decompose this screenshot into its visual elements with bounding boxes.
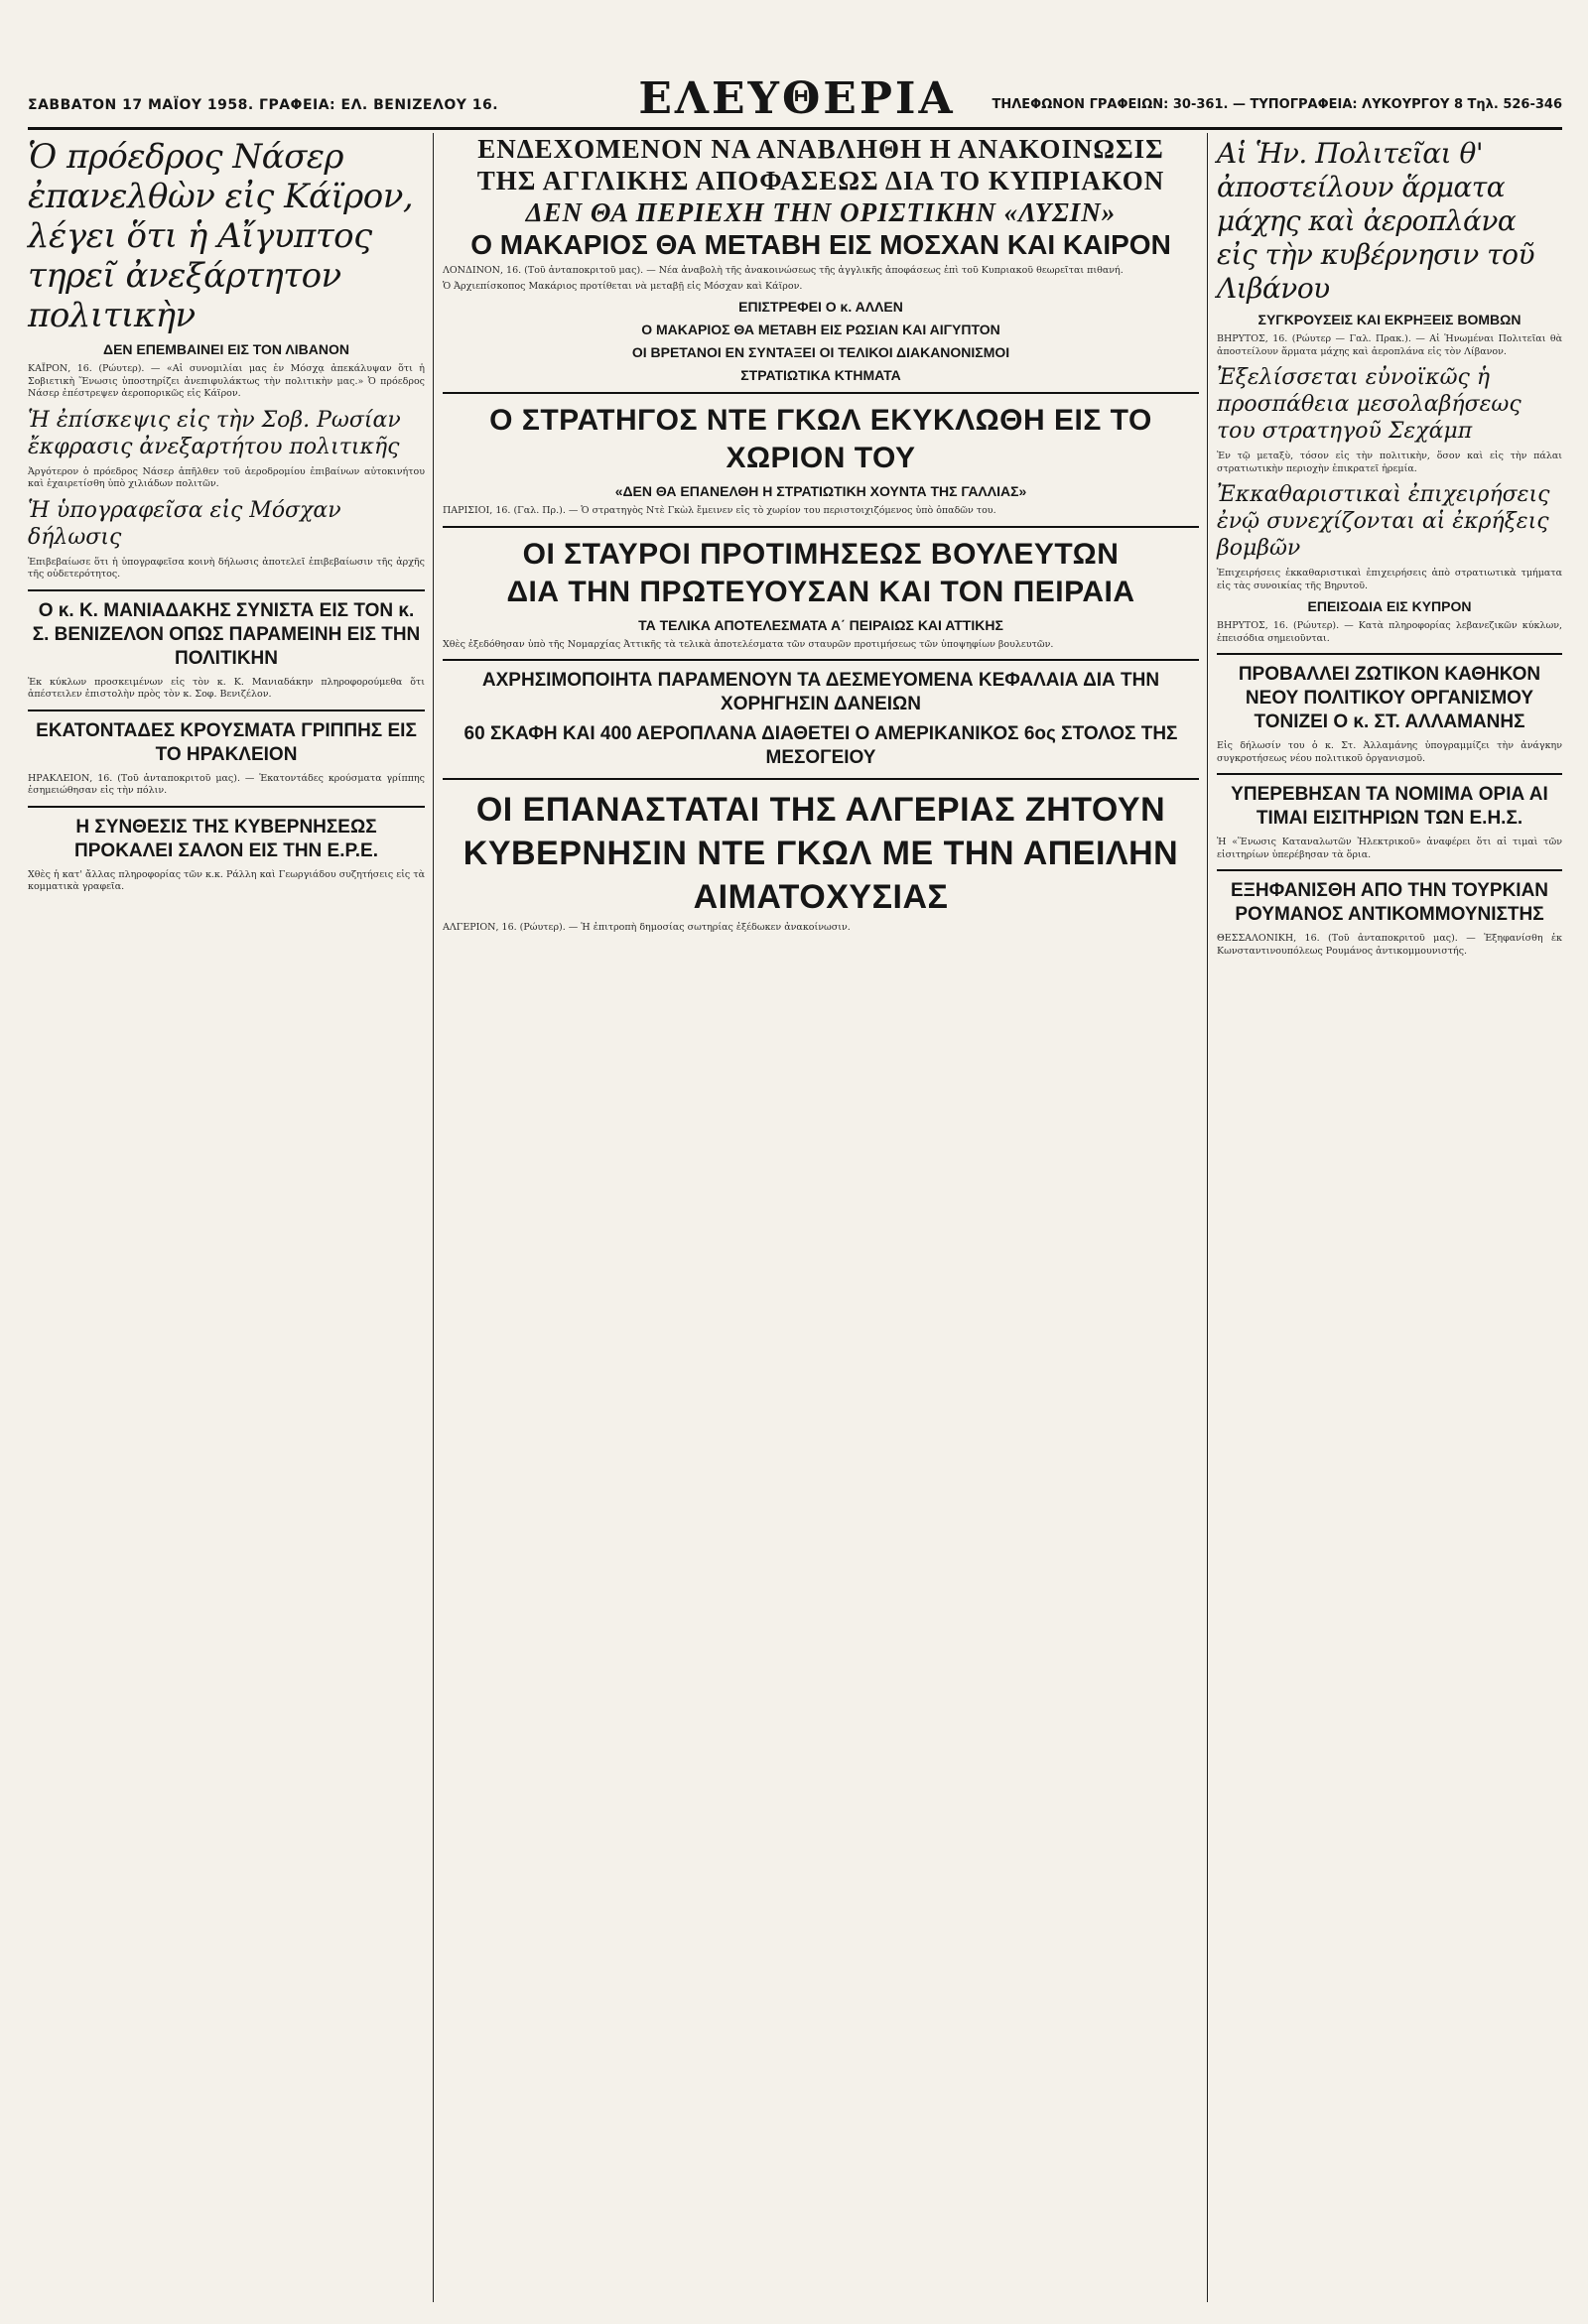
- cyprus-banner-1: ΕΝΔΕΧΟΜΕΝΟΝ ΝΑ ΑΝΑΒΛΗΘΗ Η ΑΝΑΚΟΙΝΩΣΙΣ: [477, 134, 1164, 164]
- chehab-article: Ἐν τῷ μεταξὺ, τόσον εἰς τὴν πολιτικὴν, ὅσον καὶ εἰς τὴν πάλαι στρατιωτικὴν περιοχὴν ἐπικρατεῖ ἡρεμία.: [1217, 451, 1562, 474]
- cyprus-banner-3: ΔΕΝ ΘΑ ΠΕΡΙΕΧΗ ΤΗΝ ΟΡΙΣΤΙΚΗΝ «ΛΥΣΙΝ»: [525, 197, 1117, 227]
- column-center: [443, 133, 1199, 2302]
- fugitives-subhead: ΟΙ ΒΡΕΤΑΝΟΙ ΕΝ ΣΥΝΤΑΞΕΙ ΟΙ ΤΕΛΙΚΟΙ ΔΙΑΚΑΝΟΝΙΣΜΟΙ: [631, 344, 1010, 360]
- visit-headline: Ἡ ἐπίσκεψις εἰς τὴν Σοβ. Ρωσίαν ἔκφρασις ἀνεξαρτήτου πολιτικῆς: [28, 407, 401, 459]
- cyprus-incidents-subhead: ΕΠΕΙΣΟΔΙΑ ΕΙΣ ΚΥΠΡΟΝ: [1307, 598, 1472, 614]
- lebanon-headline: Αἱ Ἡν. Πολιτεῖαι θ' ἀποστείλουν ἅρματα μάχης καὶ ἀεροπλάνα εἰς τὴν κυβέρνησιν τοῦ Λιβάνου: [1217, 137, 1535, 305]
- ehs-headline: ΥΠΕΡΕΒΗΣΑΝ ΤΑ ΝΟΜΙΜΑ ΟΡΙΑ ΑΙ ΤΙΜΑΙ ΕΙΣΙΤΗΡΙΩΝ ΤΩΝ Ε.Η.Σ.: [1231, 784, 1548, 829]
- column-left: [28, 133, 425, 2302]
- cyprus-banner-4: Ο ΜΑΚΑΡΙΟΣ ΘΑ ΜΕΤΑΒΗ ΕΙΣ ΜΟΣΧΑΝ ΚΑΙ ΚΑΙΡΟΝ: [470, 229, 1171, 260]
- allamanis-article: Εἰς δήλωσίν του ὁ κ. Στ. Ἀλλαμάνης ὑπογραμμίζει τὴν ἀνάγκην συγκροτήσεως νέου πολιτικοῦ ὀργανισμοῦ.: [1217, 740, 1562, 764]
- algeria-headline: ΟΙ ΕΠΑΝΑΣΤΑΤΑΙ ΤΗΣ ΑΛΓΕΡΙΑΣ ΖΗΤΟΥΝ ΚΥΒΕΡΝΗΣΙΝ ΝΤΕ ΓΚΩΛ ΜΕ ΤΗΝ ΑΠΕΙΛΗΝ ΑΙΜΑΤΟΧΥΣΙΑΣ: [463, 791, 1179, 916]
- degaulle-headline: Ο ΣΤΡΑΤΗΓΟΣ ΝΤΕ ΓΚΩΛ ΕΚΥΚΛΩΘΗ ΕΙΣ ΤΟ ΧΩΡΙΟΝ ΤΟΥ: [489, 404, 1152, 474]
- makarios-article: Ὁ Ἀρχιεπίσκοπος Μακάριος προτίθεται νὰ μεταβῇ εἰς Μόσχαν καὶ Κάϊρον.: [443, 280, 803, 292]
- grippe-headline: ΕΚΑΤΟΝΤΑΔΕΣ ΚΡΟΥΣΜΑΤΑ ΓΡΙΠΠΗΣ ΕΙΣ ΤΟ ΗΡΑΚΛΕΙΟΝ: [36, 719, 417, 765]
- synthesis-headline: Η ΣΥΝΘΕΣΙΣ ΤΗΣ ΚΥΒΕΡΝΗΣΕΩΣ ΠΡΟΚΑΛΕΙ ΣΑΛΟΝ ΕΙΣ ΤΗΝ Ε.Ρ.Ε.: [74, 816, 378, 861]
- maniadakis-headline: Ο κ. Κ. ΜΑΝΙΑΔΑΚΗΣ ΣΥΝΙΣΤΑ ΕΙΣ ΤΟΝ κ. Σ. ΒΕΝΙΖΕΛΟΝ ΟΠΩΣ ΠΑΡΑΜΕΙΝΗ ΕΙΣ ΤΗΝ ΠΟΛΙΤΙΚΗΝ: [32, 599, 421, 669]
- masthead: [28, 73, 1562, 130]
- fleet-headline: 60 ΣΚΑΦΗ ΚΑΙ 400 ΑΕΡΟΠΛΑΝΑ ΔΙΑΘΕΤΕΙ Ο ΑΜΕΡΙΚΑΝΙΚΟΣ 6ος ΣΤΟΛΟΣ ΤΗΣ ΜΕΣΟΓΕΙΟΥ: [463, 723, 1178, 768]
- allamanis-headline: ΠΡΟΒΑΛΛΕΙ ΖΩΤΙΚΟΝ ΚΑΘΗΚΟΝ ΝΕΟΥ ΠΟΛΙΤΙΚΟΥ ΟΡΓΑΝΙΣΜΟΥ ΤΟΝΙΖΕΙ Ο κ. ΣΤ. ΑΛΛΑΜΑΝΗΣ: [1238, 664, 1541, 732]
- nasser-subhead: ΔΕΝ ΕΠΕΜΒΑΙΝΕΙ ΕΙΣ ΤΟΝ ΛΙΒΑΝΟΝ: [103, 341, 349, 357]
- degaulle-article: ΠΑΡΙΣΙΟΙ, 16. (Γαλ. Πρ.). — Ὁ στρατηγὸς Ντὲ Γκὼλ ἔμεινεν εἰς τὸ χωρίον του περιστοιχιζόμενος ὑπὸ ὁπαδῶν του.: [443, 505, 996, 516]
- kefalaia-headline: ΑΧΡΗΣΙΜΟΠΟΙΗΤΑ ΠΑΡΑΜΕΝΟΥΝ ΤΑ ΔΕΣΜΕΥΟΜΕΝΑ ΚΕΦΑΛΑΙΑ ΔΙΑ ΤΗΝ ΧΟΡΗΓΗΣΙΝ ΔΑΝΕΙΩΝ: [481, 670, 1160, 714]
- lebanon-subhead: ΣΥΓΚΡΟΥΣΕΙΣ ΚΑΙ ΕΚΡΗΞΕΙΣ ΒΟΜΒΩΝ: [1257, 312, 1522, 327]
- cyprus-incidents-article: ΒΗΡΥΤΟΣ, 16. (Ρώυτερ). — Κατὰ πληροφορίας λεβανεζικῶν κύκλων, ἐπεισόδια σημειοῦνται.: [1217, 620, 1562, 644]
- nasser-article: ΚΑΪΡΟΝ, 16. (Ρώυτερ). — «Αἱ συνομιλίαι μας ἐν Μόσχᾳ ἀπεκάλυψαν ὅτι ἡ Σοβιετικὴ Ἕνωσις ὑποστηρίζει ἀνεπιφυλάκτως τὴν πολιτικὴν μας.» Ὁ πρόεδρος Νάσερ ἐπέστρεψεν ἀεροπορικῶς εἰς Κάϊρον.: [28, 363, 425, 399]
- operations-article: Ἐπιχειρήσεις ἐκκαθαριστικαὶ ἐπιχειρήσεις ἀπὸ στρατιωτικὰ τμήματα εἰς τὰς συνοικίας τῆς Βηρυτοῦ.: [1217, 568, 1562, 591]
- stavroi-headline-1: ΟΙ ΣΤΑΥΡΟΙ ΠΡΟΤΙΜΗΣΕΩΣ ΒΟΥΛΕΥΤΩΝ: [522, 537, 1120, 571]
- nasser-headline: Ὁ πρόεδρος Νάσερ ἐπανελθὼν εἰς Κάϊρον, λέγει ὅτι ἡ Αἴγυπτος τηρεῖ ἀνεξάρτητον πολιτικὴν: [28, 137, 414, 335]
- declaration-headline: Ἡ ὑπογραφεῖσα εἰς Μόσχαν δήλωσις: [28, 497, 341, 550]
- allen-subhead: ΕΠΙΣΤΡΕΦΕΙ Ο κ. ΑΛΛΕΝ: [738, 299, 903, 315]
- cyprus-banner-2: ΤΗΣ ΑΓΓΛΙΚΗΣ ΑΠΟΦΑΣΕΩΣ ΔΙΑ ΤΟ ΚΥΠΡΙΑΚΟΝ: [476, 166, 1165, 195]
- column-right: [1217, 133, 1562, 2302]
- stavroi-article: Χθὲς ἐξεδόθησαν ὑπὸ τῆς Νομαρχίας Ἀττικῆς τὰ τελικὰ ἀποτελέσματα τῶν σταυρῶν προτιμήσεως τῶν ὑποψηφίων βουλευτῶν.: [443, 638, 1054, 650]
- stavroi-subhead: ΤΑ ΤΕΛΙΚΑ ΑΠΟΤΕΛΕΣΜΑΤΑ Α΄ ΠΕΙΡΑΙΩΣ ΚΑΙ ΑΤΤΙΚΗΣ: [638, 616, 1003, 633]
- date-line: ΣΑΒΒΑΤΟΝ 17 ΜΑΪΟΥ 1958. ΓΡΑΦΕΙΑ: ΕΛ. ΒΕΝΙΖΕΛΟΥ 16.: [28, 97, 499, 113]
- turkey-headline: ΕΞΗΦΑΝΙΣΘΗ ΑΠΟ ΤΗΝ ΤΟΥΡΚΙΑΝ ΡΟΥΜΑΝΟΣ ΑΝΤΙΚΟΜΜΟΥΝΙΣΤΗΣ: [1230, 880, 1549, 925]
- turkey-article: ΘΕΣΣΑΛΟΝΙΚΗ, 16. (Τοῦ ἀνταποκριτοῦ μας). — Ἐξηφανίσθη ἐκ Κωνσταντινουπόλεως Ρουμάνος ἀντικομμουνιστής.: [1217, 933, 1562, 957]
- stavroi-headline-2: ΔΙΑ ΤΗΝ ΠΡΩΤΕΥΟΥΣΑΝ ΚΑΙ ΤΟΝ ΠΕΙΡΑΙΑ: [506, 575, 1135, 608]
- ktimata-subhead: ΣΤΡΑΤΙΩΤΙΚΑ ΚΤΗΜΑΤΑ: [740, 367, 901, 383]
- grippe-article: ΗΡΑΚΛΕΙΟΝ, 16. (Τοῦ ἀνταποκριτοῦ μας). — Ἑκατοντάδες κρούσματα γρίππης ἐσημειώθησαν εἰς τὴν πόλιν.: [28, 772, 425, 796]
- chehab-headline: Ἐξελίσσεται εὐνοϊκῶς ἡ προσπάθεια μεσολαβήσεως του στρατηγοῦ Σεχάμπ: [1217, 365, 1522, 444]
- degaulle-subhead: «ΔΕΝ ΘΑ ΕΠΑΝΕΛΘΗ Η ΣΤΡΑΤΙΩΤΙΚΗ ΧΟΥΝΤΑ ΤΗΣ ΓΑΛΛΙΑΣ»: [614, 483, 1027, 499]
- algeria-article: ΑΛΓΕΡΙΟΝ, 16. (Ρώυτερ). — Ἡ ἐπιτροπὴ δημοσίας σωτηρίας ἐξέδωκεν ἀνακοίνωσιν.: [443, 922, 851, 933]
- ehs-article: Ἡ «Ἕνωσις Καταναλωτῶν Ἠλεκτρικοῦ» ἀναφέρει ὅτι αἱ τιμαὶ τῶν εἰσιτηρίων ὑπερέβησαν τὰ ὅρια.: [1217, 837, 1562, 860]
- declaration-article: Ἐπιβεβαίωσε ὅτι ἡ ὑπογραφεῖσα κοινὴ δήλωσις ἀποτελεῖ ἐπιβεβαίωσιν τῆς ἀρχῆς τῆς οὐδετερότητος.: [28, 556, 425, 580]
- operations-headline: Ἐκκαθαριστικαὶ ἐπιχειρήσεις ἐνῷ συνεχίζονται αἱ ἐκρήξεις βομβῶν: [1217, 482, 1550, 561]
- synthesis-article: Χθὲς ἡ κατ' ἄλλας πληροφορίας τῶν κ.κ. Ράλλη καὶ Γεωργιάδου συζητήσεις εἰς τὰ κομματικὰ γραφεῖα.: [28, 868, 425, 892]
- makarios-subhead: Ο ΜΑΚΑΡΙΟΣ ΘΑ ΜΕΤΑΒΗ ΕΙΣ ΡΩΣΙΑΝ ΚΑΙ ΑΙΓΥΠΤΟΝ: [641, 322, 1000, 337]
- newspaper-title: ΕΛΕΥΘΕΡΙΑ: [638, 73, 956, 124]
- visit-article: Ἀργότερον ὁ πρόεδρος Νάσερ ἀπῆλθεν τοῦ ἀεροδρομίου ἐπιβαίνων αὐτοκινήτου καὶ ἐχαιρετίσθη ὑπὸ χιλιάδων πολιτῶν.: [28, 465, 425, 489]
- lebanon-article: ΒΗΡΥΤΟΣ, 16. (Ρώυτερ — Γαλ. Πρακ.). — Αἱ Ἡνωμέναι Πολιτεῖαι θὰ ἀποστείλουν ἅρματα μάχης καὶ ἀεροπλάνα εἰς τὸν Λίβανον.: [1217, 333, 1562, 357]
- phone-line: ΤΗΛΕΦΩΝΟΝ ΓΡΑΦΕΙΩΝ: 30-361. — ΤΥΠΟΓΡΑΦΕΙΑ: ΛΥΚΟΥΡΓΟΥ 8 Τηλ. 526-346: [992, 97, 1562, 112]
- maniadakis-article: Ἐκ κύκλων προσκειμένων εἰς τὸν κ. Κ. Μανιαδάκην πληροφορούμεθα ὅτι ἀπέστειλεν ἐπιστολὴν πρὸς τὸν κ. Σοφ. Βενιζέλον.: [28, 676, 425, 700]
- cyprus-article: ΛΟΝΔΙΝΟΝ, 16. (Τοῦ ἀνταποκριτοῦ μας). — Νέα ἀναβολὴ τῆς ἀνακοινώσεως τῆς ἀγγλικῆς ἀποφάσεως ἐπὶ τοῦ Κυπριακοῦ θεωρεῖται πιθανή.: [443, 265, 1124, 276]
